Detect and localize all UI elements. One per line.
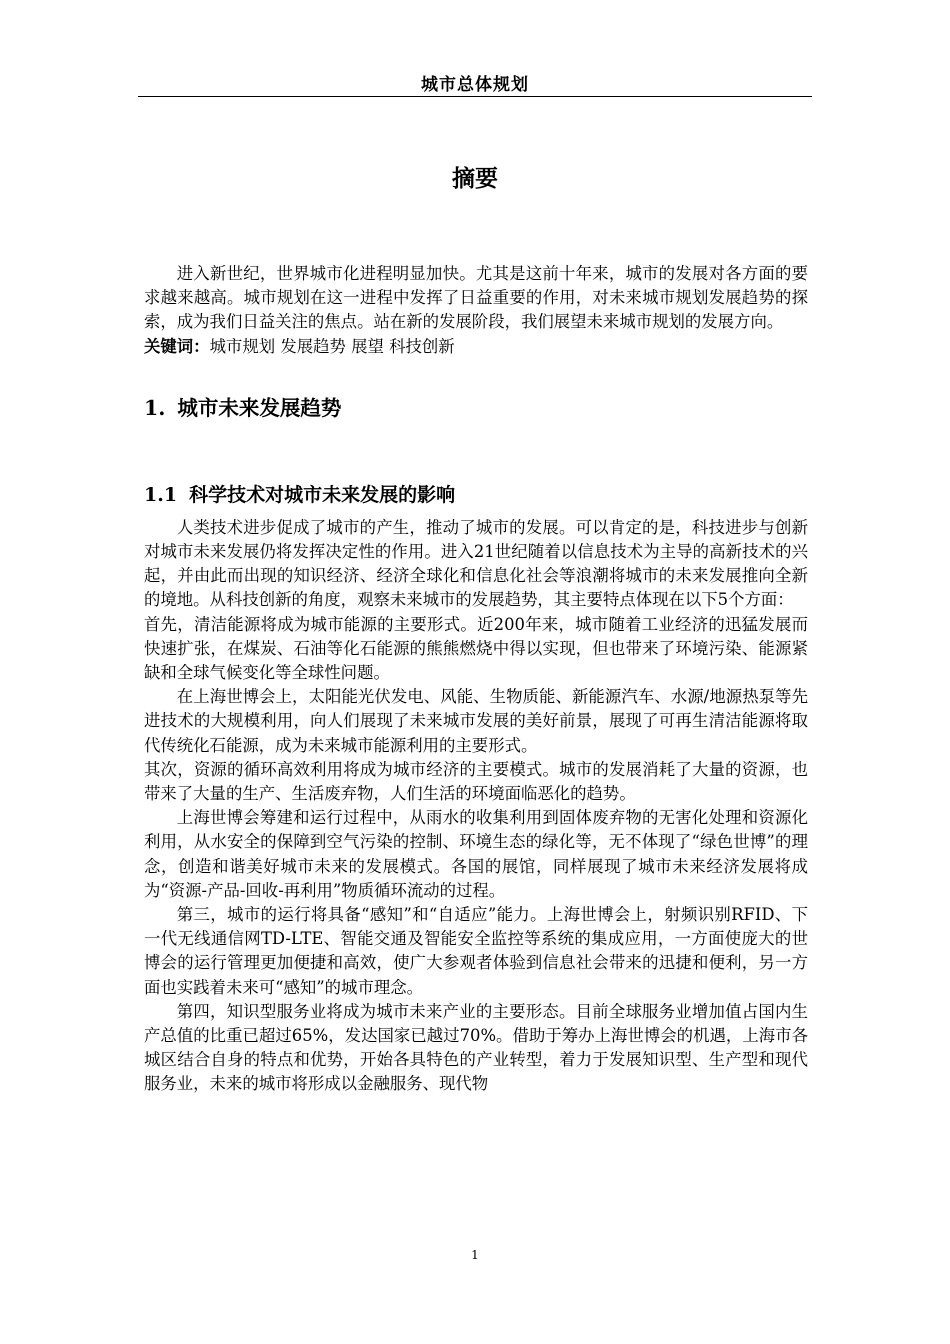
section-1-title: 城市未来发展趋势	[177, 395, 342, 420]
body-paragraph: 第四，知识型服务业将成为城市未来产业的主要形态。目前全球服务业增加值占国内生产总值的比重已超过65%，发达国家已越过70%。借助于筹办上海世博会的机遇，上海市各城区结合自身的特点和优势，开始各具特色的产业转型，着力于发展知识型、生产型和现代服务业，未来的城市将形成以金融服务、现代物	[144, 1001, 808, 1094]
section-1-1-heading	[144, 482, 808, 508]
keywords-line	[144, 335, 808, 359]
section-1-number: 1.	[144, 395, 166, 420]
section-1-1-title: 科学技术对城市未来发展的影响	[189, 483, 456, 506]
page-number: 1	[471, 1248, 479, 1262]
body-paragraph: 在上海世博会上，太阳能光伏发电、风能、生物质能、新能源汽车、水源/地源热泵等先进技术的大规模利用，向人们展现了未来城市发展的美好前景，展现了可再生清洁能源将取代传统化石能源，成为未来城市能源利用的主要形式。	[144, 687, 808, 755]
body-paragraph: 人类技术进步促成了城市的产生，推动了城市的发展。可以肯定的是，科技进步与创新对城市未来发展仍将发挥决定性的作用。进入21世纪随着以信息技术为主导的高新技术的兴起，并由此而出现的知识经济、经济全球化和信息化社会等浪潮将城市的未来发展推向全新的境地。从科技创新的角度，观察未来城市的发展趋势，其主要特点体现在以下5个方面：	[144, 517, 808, 610]
section-1-heading	[144, 394, 808, 422]
abstract-heading: 摘要	[452, 166, 498, 192]
abstract-paragraph: 进入新世纪，世界城市化进程明显加快。尤其是这前十年来，城市的发展对各方面的要求越来越高。城市规划在这一进程中发挥了日益重要的作用，对未来城市规划发展趋势的探索，成为我们日益关注的焦点。站在新的发展阶段，我们展望未来城市规划的发展方向。	[144, 264, 808, 332]
body-paragraph: 上海世博会筹建和运行过程中，从雨水的收集利用到固体废弃物的无害化处理和资源化利用，从水安全的保障到空气污染的控制、环境生态的绿化等，无不体现了“绿色世博”的理念，创造和谐美好城市未来的发展模式。各国的展馆，同样展现了城市未来经济发展将成为“资源-产品-回收-再利用”物质循环流动的过程。	[144, 808, 808, 900]
document-body	[144, 262, 808, 1097]
running-header-title: 城市总体规划	[421, 75, 529, 95]
body-paragraph: 首先，清洁能源将成为城市能源的主要形式。近200年来，城市随着工业经济的迅猛发展而快速扩张，在煤炭、石油等化石能源的熊熊燃烧中得以实现，但也带来了环境污染、能源紧缺和全球气候变化等全球性问题。	[144, 614, 808, 683]
body-paragraph: 第三，城市的运行将具备“感知”和“自适应”能力。上海世博会上，射频识别RFID、下一代无线通信网TD-LTE、智能交通及智能安全监控等系统的集成应用，一方面使庞大的世博会的运行管理更加便捷和高效，使广大参观者体验到信息社会带来的迅捷和便利，另一方面也实践着未来可“感知”的城市理念。	[144, 905, 808, 997]
header-divider	[138, 96, 812, 97]
body-paragraph: 其次，资源的循环高效利用将成为城市经济的主要模式。城市的发展消耗了大量的资源，也带来了大量的生产、生活废弃物，人们生活的环境面临恶化的趋势。	[144, 759, 808, 804]
keywords-label: 关键词：	[144, 336, 210, 356]
section-1-1-number: 1.1	[144, 483, 178, 506]
keywords-value: 城市规划 发展趋势 展望 科技创新	[209, 336, 455, 356]
